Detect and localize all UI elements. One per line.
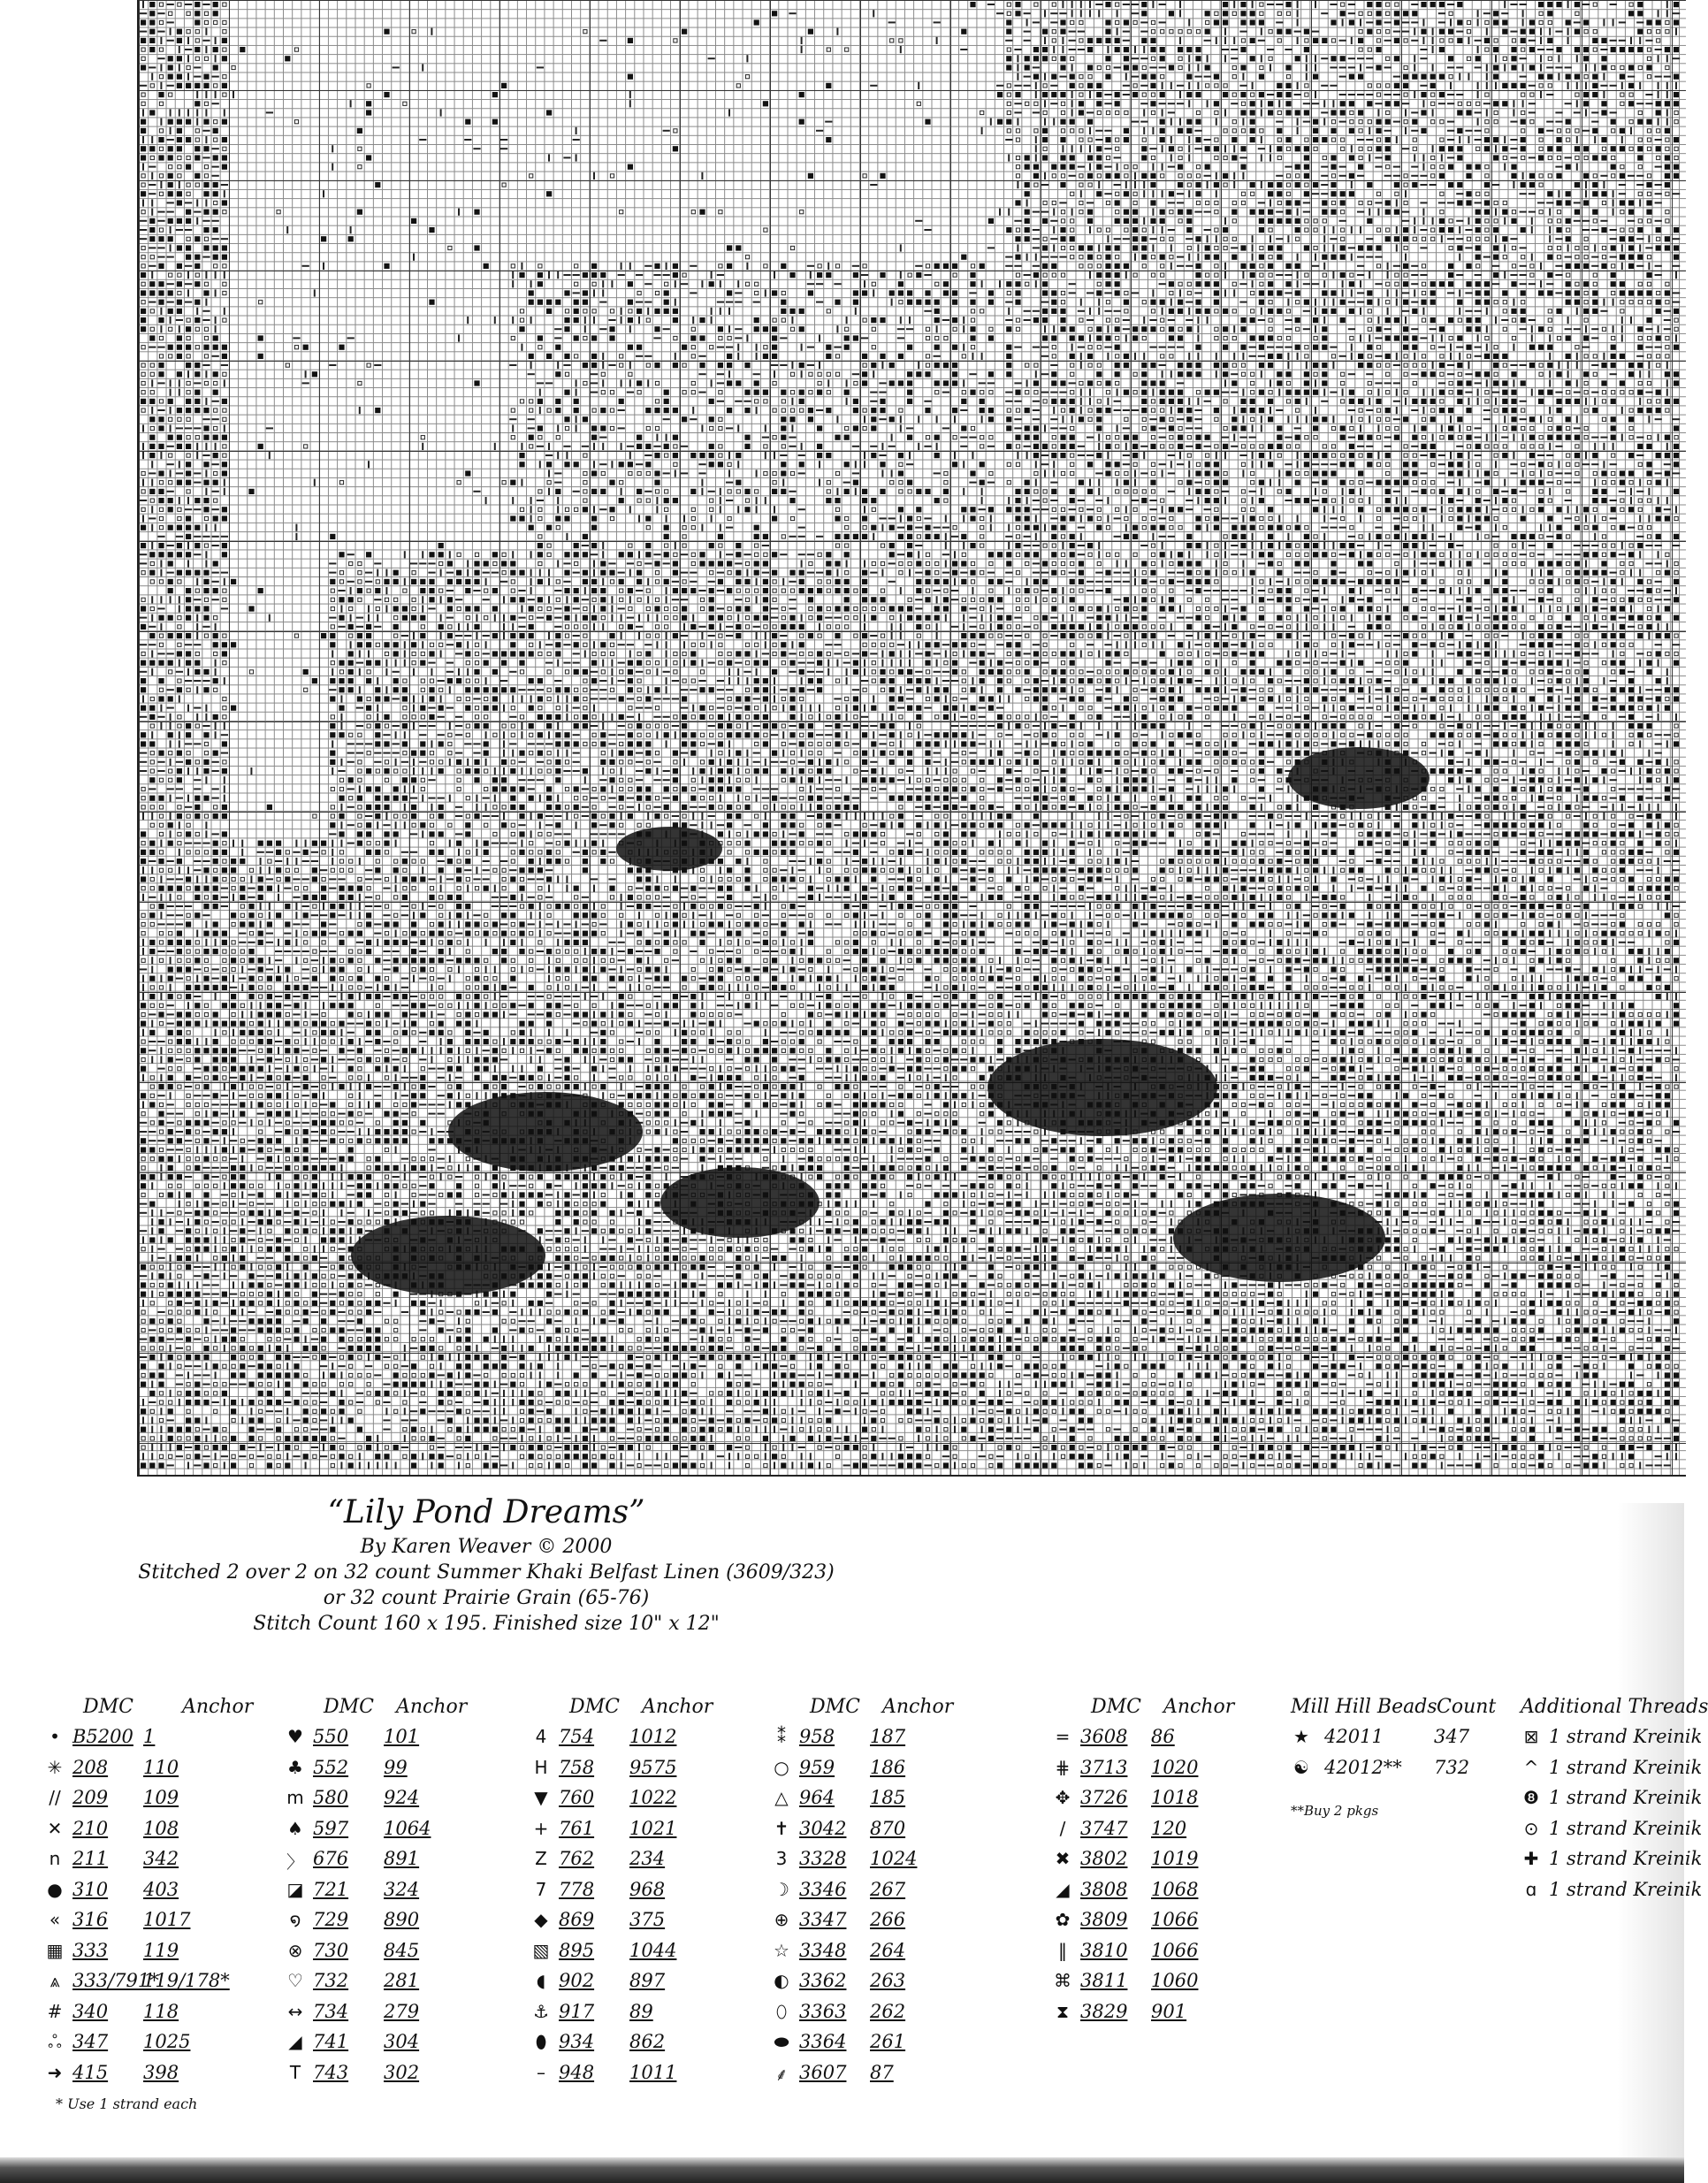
key-row	[1052, 1940, 1282, 1971]
anchor-number: 86	[1151, 1726, 1175, 1747]
key-row	[771, 1787, 1001, 1818]
anchor-number: 9575	[629, 1757, 676, 1778]
stitch-symbol-icon: ⸙	[771, 2062, 792, 2086]
key-row	[285, 1970, 515, 2001]
key-row	[44, 2031, 274, 2062]
stitch-symbol-icon: ⊗	[285, 1940, 306, 1961]
anchor-number: 120	[1151, 1818, 1186, 1839]
anchor-number: 264	[870, 1940, 905, 1961]
stitch-symbol-icon: ⩓	[44, 1970, 65, 1991]
thread-symbol-icon: ⊠	[1521, 1726, 1542, 1747]
dmc-number: 730	[313, 1940, 348, 1961]
dmc-number: 3347	[799, 1909, 846, 1930]
stitch-symbol-icon: ♥	[285, 1726, 306, 1747]
thread-text: 1 strand Kreinik	[1549, 1848, 1702, 1869]
stitch-symbol-icon: ◢	[1052, 1879, 1073, 1900]
key-row	[285, 1909, 515, 1940]
dmc-number: 959	[799, 1757, 835, 1778]
key-row	[44, 1879, 274, 1910]
dmc-number: 3362	[799, 1970, 846, 1991]
key-row	[771, 1757, 1001, 1788]
anchor-number: 101	[384, 1726, 419, 1747]
mill-hill-beads	[1291, 1696, 1503, 1819]
stitch-count-line: Stitch Count 160 x 195. Finished size 10" x 12"	[133, 1613, 840, 1635]
dmc-number: 3808	[1080, 1879, 1127, 1900]
dmc-header: DMC	[1091, 1696, 1141, 1718]
anchor-number: 1019	[1151, 1848, 1198, 1869]
stitch-symbol-icon: ○	[771, 1757, 792, 1778]
pattern-info	[133, 1494, 840, 1638]
anchor-number: 1044	[629, 1940, 676, 1961]
additional-threads	[1521, 1696, 1708, 1909]
anchor-number: 924	[384, 1787, 419, 1808]
scan-bottom-edge	[0, 2157, 1684, 2183]
anchor-number: 375	[629, 1909, 665, 1930]
dmc-number: 762	[559, 1848, 594, 1869]
fabric-line: Stitched 2 over 2 on 32 count Summer Khaki Belfast Linen (3609/323)	[133, 1561, 840, 1584]
dmc-number: 316	[72, 1909, 108, 1930]
stitch-symbol-icon: ♣	[285, 1757, 306, 1778]
thread-row	[1521, 1757, 1708, 1788]
key-row	[771, 1818, 1001, 1849]
key-row	[44, 1940, 274, 1971]
thread-symbol-icon: ⊙	[1521, 1818, 1542, 1839]
dmc-number: 347	[72, 2031, 108, 2052]
anchor-number: 266	[870, 1909, 905, 1930]
dmc-number: 3810	[1080, 1940, 1127, 1961]
dmc-number: 310	[72, 1879, 108, 1900]
anchor-number: 862	[629, 2031, 665, 2052]
dmc-number: 3348	[799, 1940, 846, 1961]
anchor-number: 1	[143, 1726, 155, 1747]
thread-row	[1521, 1818, 1708, 1849]
dmc-number: 760	[559, 1787, 594, 1808]
stitch-symbol-icon: •	[44, 1726, 65, 1747]
dmc-number: 3713	[1080, 1757, 1127, 1778]
key-row	[530, 1970, 760, 2001]
stitch-symbol-icon: 7	[530, 1879, 552, 1900]
key-row	[44, 1970, 274, 2001]
bead-count: 732	[1434, 1757, 1469, 1778]
anchor-number: 186	[870, 1757, 905, 1778]
thread-text: 1 strand Kreinik	[1549, 1787, 1702, 1808]
cross-stitch-chart-grid	[137, 0, 1686, 1477]
dmc-number: 208	[72, 1757, 108, 1778]
key-row	[285, 2001, 515, 2032]
bead-row	[1291, 1757, 1503, 1788]
key-column-5	[1052, 1696, 1282, 2031]
chart-pattern-marks	[139, 0, 1686, 1475]
key-row	[285, 2062, 515, 2093]
dmc-number: 741	[313, 2031, 348, 2052]
key-column-1	[44, 1696, 274, 2092]
key-row	[285, 1726, 515, 1757]
key-row	[530, 1848, 760, 1879]
dmc-number: 676	[313, 1848, 348, 1869]
stitch-symbol-icon: 3	[771, 1848, 792, 1869]
stitch-symbol-icon: «	[44, 1909, 65, 1930]
key-row	[771, 2031, 1001, 2062]
key-row	[530, 1757, 760, 1788]
anchor-number: 1012	[629, 1726, 676, 1747]
dmc-number: 3364	[799, 2031, 846, 2052]
bead-symbol-icon: ★	[1291, 1726, 1312, 1747]
stitch-symbol-icon: =	[1052, 1726, 1073, 1747]
anchor-number: 185	[870, 1787, 905, 1808]
stitch-symbol-icon: ⋕	[1052, 1757, 1073, 1778]
anchor-number: 1022	[629, 1787, 676, 1808]
stitch-symbol-icon: +	[530, 1818, 552, 1839]
dmc-number: 210	[72, 1818, 108, 1839]
dmc-number: 3829	[1080, 2001, 1127, 2022]
stitch-symbol-icon: ◪	[285, 1879, 306, 1900]
key-row	[530, 1726, 760, 1757]
anchor-number: 234	[629, 1848, 665, 1869]
dmc-number: 934	[559, 2031, 594, 2052]
key-row	[285, 1848, 515, 1879]
stitch-symbol-icon: ●	[44, 1879, 65, 1900]
thread-symbol-icon: ɑ	[1521, 1879, 1542, 1900]
key-row	[285, 2031, 515, 2062]
stitch-symbol-icon: /	[1052, 1818, 1073, 1839]
dmc-number: 597	[313, 1818, 348, 1839]
dmc-number: 917	[559, 2001, 594, 2022]
bead-note: **Buy 2 pkgs	[1291, 1803, 1503, 1819]
dmc-number: 3726	[1080, 1787, 1127, 1808]
stitch-symbol-icon: ▼	[530, 1787, 552, 1808]
key-row	[1052, 1909, 1282, 1940]
key-row	[285, 1757, 515, 1788]
stitch-symbol-icon: ⧗	[1052, 2001, 1073, 2022]
key-row	[771, 1909, 1001, 1940]
stitch-symbol-icon: //	[44, 1787, 65, 1808]
thread-symbol-icon: ❽	[1521, 1787, 1542, 1808]
anchor-number: 119	[143, 1940, 179, 1961]
stitch-symbol-icon: ⁑	[771, 1726, 792, 1747]
stitch-symbol-icon: ✥	[1052, 1787, 1073, 1808]
anchor-number: 897	[629, 1970, 665, 1991]
thread-row	[1521, 1787, 1708, 1818]
anchor-header: Anchor	[642, 1696, 713, 1718]
bead-symbol-icon: ☯	[1291, 1757, 1312, 1778]
dmc-number: 3608	[1080, 1726, 1127, 1747]
anchor-number: 1021	[629, 1818, 676, 1839]
dmc-number: 743	[313, 2062, 348, 2083]
anchor-number: 108	[143, 1818, 179, 1839]
key-row	[44, 2062, 274, 2093]
stitch-symbol-icon: ◆	[530, 1909, 552, 1930]
anchor-number: 281	[384, 1970, 419, 1991]
dmc-number: 550	[313, 1726, 348, 1747]
key-column-3	[530, 1696, 760, 2092]
anchor-number: 845	[384, 1940, 419, 1961]
dmc-number: 211	[72, 1848, 108, 1869]
key-row	[44, 1757, 274, 1788]
thread-text: 1 strand Kreinik	[1549, 1879, 1702, 1900]
key-row	[530, 2001, 760, 2032]
stitch-symbol-icon: ☆	[771, 1940, 792, 1961]
stitch-symbol-icon: ✝	[771, 1818, 792, 1839]
anchor-number: 901	[1151, 2001, 1186, 2022]
dmc-number: 3811	[1080, 1970, 1127, 1991]
key-row	[771, 1879, 1001, 1910]
key-row	[44, 1726, 274, 1757]
count-header: Count	[1437, 1696, 1496, 1718]
dmc-number: 729	[313, 1909, 348, 1930]
key-row	[44, 2001, 274, 2032]
key-row	[771, 1726, 1001, 1757]
stitch-symbol-icon: ✖	[1052, 1848, 1073, 1869]
stitch-symbol-icon: ✕	[44, 1818, 65, 1839]
dmc-number: 754	[559, 1726, 594, 1747]
dmc-number: 734	[313, 2001, 348, 2022]
dmc-number: 415	[72, 2062, 108, 2083]
stitch-symbol-icon: 〉	[285, 1848, 306, 1874]
dmc-number: 761	[559, 1818, 594, 1839]
anchor-number: 890	[384, 1909, 419, 1930]
stitch-symbol-icon: n	[44, 1848, 65, 1869]
stitch-symbol-icon: ◖	[530, 1970, 552, 1991]
key-row	[530, 2062, 760, 2093]
dmc-number: 209	[72, 1787, 108, 1808]
dmc-number: 3607	[799, 2062, 846, 2083]
alt-fabric-line: or 32 count Prairie Grain (65-76)	[133, 1587, 840, 1609]
thread-text: 1 strand Kreinik	[1549, 1818, 1702, 1839]
key-row	[1052, 1970, 1282, 2001]
dmc-number: 340	[72, 2001, 108, 2022]
stitch-symbol-icon: △	[771, 1787, 792, 1808]
dmc-header: DMC	[324, 1696, 374, 1718]
key-row	[285, 1879, 515, 1910]
anchor-number: 1024	[870, 1848, 917, 1869]
strand-footnote: * Use 1 strand each	[56, 2095, 197, 2112]
dmc-number: 3747	[1080, 1818, 1127, 1839]
stitch-symbol-icon: ✳	[44, 1757, 65, 1778]
key-row	[771, 1848, 1001, 1879]
stitch-symbol-icon: ♠	[285, 1818, 306, 1839]
stitch-symbol-icon: ↔	[285, 2001, 306, 2022]
stitch-symbol-icon: ◐	[771, 1970, 792, 1991]
dmc-number: 721	[313, 1879, 348, 1900]
key-row	[44, 1818, 274, 1849]
stitch-symbol-icon: 4	[530, 1726, 552, 1747]
stitch-symbol-icon: –	[530, 2062, 552, 2083]
anchor-number: 118	[143, 2001, 179, 2022]
stitch-symbol-icon: ⬬	[771, 2031, 792, 2052]
anchor-number: 89	[629, 2001, 653, 2022]
beads-header: Mill Hill Beads	[1291, 1696, 1437, 1718]
thread-symbol-icon: ✚	[1521, 1848, 1542, 1869]
anchor-number: 109	[143, 1787, 179, 1808]
anchor-number: 1060	[1151, 1970, 1198, 1991]
stitch-symbol-icon: m	[285, 1787, 306, 1808]
dmc-number: 732	[313, 1970, 348, 1991]
anchor-number: 99	[384, 1757, 408, 1778]
key-row	[771, 1970, 1001, 2001]
dmc-number: 3363	[799, 2001, 846, 2022]
dmc-number: 580	[313, 1787, 348, 1808]
anchor-number: 324	[384, 1879, 419, 1900]
anchor-number: 262	[870, 2001, 905, 2022]
dmc-number: 3809	[1080, 1909, 1127, 1930]
thread-row	[1521, 1879, 1708, 1910]
anchor-header: Anchor	[1163, 1696, 1234, 1718]
thread-row	[1521, 1726, 1708, 1757]
stitch-symbol-icon: #	[44, 2001, 65, 2022]
dmc-number: 869	[559, 1909, 594, 1930]
stitch-symbol-icon: ⚓	[530, 2001, 552, 2022]
anchor-number: 1066	[1151, 1909, 1198, 1930]
key-row	[530, 1940, 760, 1971]
stitch-symbol-icon: ⬮	[530, 2031, 552, 2052]
key-row	[1052, 1848, 1282, 1879]
stitch-symbol-icon: T	[285, 2062, 306, 2083]
anchor-number: 267	[870, 1879, 905, 1900]
key-column-4	[771, 1696, 1001, 2092]
anchor-number: 1011	[629, 2062, 676, 2083]
bead-row	[1291, 1726, 1503, 1757]
pattern-author: By Karen Weaver © 2000	[133, 1536, 840, 1558]
key-column-2	[285, 1696, 515, 2092]
anchor-number: 87	[870, 2062, 894, 2083]
chart-cells	[140, 1, 1680, 1469]
anchor-number: 398	[143, 2062, 179, 2083]
dmc-number: 3802	[1080, 1848, 1127, 1869]
anchor-number: 1018	[1151, 1787, 1198, 1808]
anchor-number: 1020	[1151, 1757, 1198, 1778]
key-row	[771, 2062, 1001, 2093]
dmc-number: 964	[799, 1787, 835, 1808]
stitch-symbol-icon: ◢	[285, 2031, 306, 2052]
stitch-symbol-icon: ✿	[1052, 1909, 1073, 1930]
anchor-number: 403	[143, 1879, 179, 1900]
stitch-symbol-icon: ⌘	[1052, 1970, 1073, 1991]
stitch-symbol-icon: H	[530, 1757, 552, 1778]
stitch-symbol-icon: ☽	[771, 1879, 792, 1900]
dmc-number: 333	[72, 1940, 108, 1961]
anchor-number: 891	[384, 1848, 419, 1869]
dmc-number: 758	[559, 1757, 594, 1778]
stitch-symbol-icon: ➜	[44, 2062, 65, 2083]
anchor-number: 279	[384, 2001, 419, 2022]
anchor-number: 261	[870, 2031, 905, 2052]
thread-symbol-icon: ^	[1521, 1757, 1542, 1778]
key-row	[1052, 1726, 1282, 1757]
additional-header: Additional Threads	[1521, 1696, 1708, 1726]
anchor-number: 304	[384, 2031, 419, 2052]
key-row	[1052, 1879, 1282, 1910]
stitch-symbol-icon: ▦	[44, 1940, 65, 1961]
anchor-number: 1017	[143, 1909, 190, 1930]
anchor-number: 263	[870, 1970, 905, 1991]
bead-code: 42012**	[1324, 1757, 1402, 1778]
anchor-number: 1064	[384, 1818, 431, 1839]
dmc-number: 948	[559, 2062, 594, 2083]
anchor-header: Anchor	[182, 1696, 253, 1718]
bead-code: 42011	[1324, 1726, 1384, 1747]
key-row	[44, 1787, 274, 1818]
dmc-number: 895	[559, 1940, 594, 1961]
thread-text: 1 strand Kreinik	[1549, 1757, 1702, 1778]
anchor-number: 968	[629, 1879, 665, 1900]
key-row	[44, 1848, 274, 1879]
bead-count: 347	[1434, 1726, 1469, 1747]
anchor-number: 342	[143, 1848, 179, 1869]
dmc-number: 3042	[799, 1818, 846, 1839]
key-row	[771, 2001, 1001, 2032]
key-row	[1052, 1787, 1282, 1818]
anchor-header: Anchor	[882, 1696, 953, 1718]
anchor-number: 302	[384, 2062, 419, 2083]
key-row	[530, 1909, 760, 1940]
stitch-symbol-icon: ▧	[530, 1940, 552, 1961]
key-row	[44, 1909, 274, 1940]
key-row	[530, 1787, 760, 1818]
anchor-number: 110	[143, 1757, 179, 1778]
anchor-number: 1068	[1151, 1879, 1198, 1900]
key-row	[1052, 1757, 1282, 1788]
anchor-number: 870	[870, 1818, 905, 1839]
key-row	[1052, 2001, 1282, 2032]
key-row	[285, 1940, 515, 1971]
dmc-number: 333/791*	[72, 1970, 159, 1991]
dmc-header: DMC	[810, 1696, 860, 1718]
key-row	[530, 1818, 760, 1849]
key-row	[530, 2031, 760, 2062]
anchor-number: 119/178*	[143, 1970, 230, 1991]
stitch-symbol-icon: ‖	[1052, 1940, 1073, 1961]
pattern-title: “Lily Pond Dreams”	[133, 1494, 840, 1530]
key-row	[285, 1787, 515, 1818]
dmc-header: DMC	[83, 1696, 133, 1718]
dmc-number: 902	[559, 1970, 594, 1991]
stitch-symbol-icon: ⬯	[771, 2001, 792, 2022]
anchor-number: 187	[870, 1726, 905, 1747]
anchor-number: 1025	[143, 2031, 190, 2052]
thread-row	[1521, 1848, 1708, 1879]
dmc-number: 778	[559, 1879, 594, 1900]
anchor-header: Anchor	[396, 1696, 467, 1718]
stitch-symbol-icon: ♡	[285, 1970, 306, 1991]
key-row	[285, 1818, 515, 1849]
stitch-symbol-icon: ஃ	[44, 2031, 65, 2055]
anchor-number: 1066	[1151, 1940, 1198, 1961]
key-row	[530, 1879, 760, 1910]
dmc-number: B5200	[72, 1726, 133, 1747]
stitch-symbol-icon: ⊕	[771, 1909, 792, 1930]
dmc-number: 3346	[799, 1879, 846, 1900]
dmc-header: DMC	[569, 1696, 620, 1718]
thread-text: 1 strand Kreinik	[1549, 1726, 1702, 1747]
stitch-symbol-icon: ໑	[285, 1909, 306, 1930]
dmc-number: 958	[799, 1726, 835, 1747]
dmc-number: 3328	[799, 1848, 846, 1869]
stitch-symbol-icon: Z	[530, 1848, 552, 1869]
key-row	[1052, 1818, 1282, 1849]
key-row	[771, 1940, 1001, 1971]
dmc-number: 552	[313, 1757, 348, 1778]
